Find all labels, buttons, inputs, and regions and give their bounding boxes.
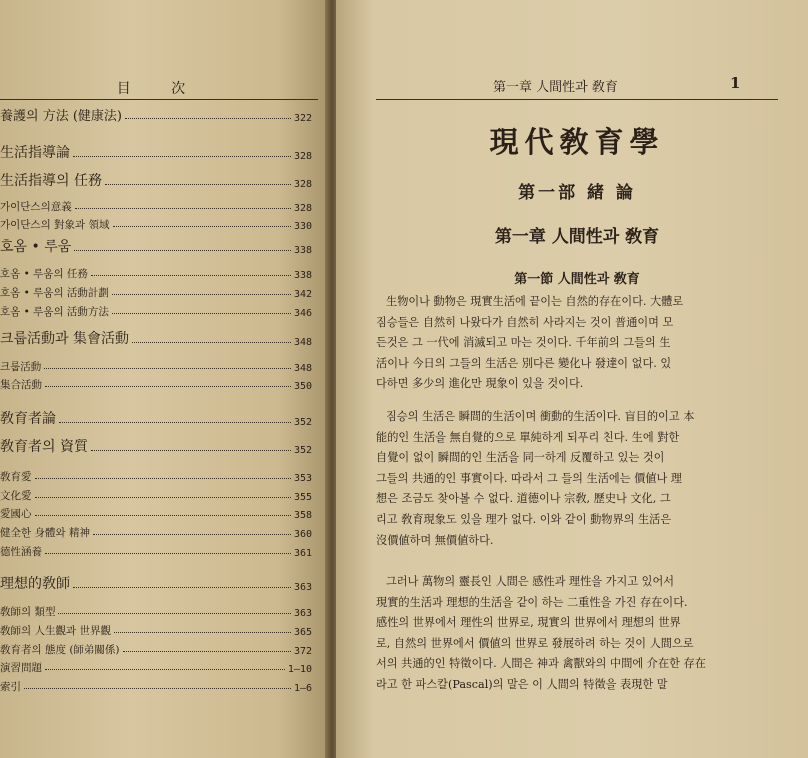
toc-entry-title: 敎師의 類型 [0, 606, 56, 618]
toc-entry-page: 338 [293, 245, 312, 256]
toc-leader-dots [112, 294, 291, 295]
toc-leader-dots [35, 497, 291, 498]
toc-entry-page: 372 [293, 646, 312, 657]
toc-entry [0, 142, 312, 162]
toc-entry [0, 464, 312, 484]
toc-entry [0, 674, 312, 694]
text-line: 다하면 多少의 進化만 現象이 있을 것이다. [376, 377, 584, 391]
toc-entry [0, 655, 312, 675]
toc-entry-title: 愛國心 [0, 508, 32, 520]
toc-entry [0, 299, 312, 319]
toc-entry-page: 360 [293, 529, 312, 540]
toc-leader-dots [58, 613, 290, 614]
text-line: 그러나 萬物의 靈長인 人間은 感性과 理性을 가지고 있어서 [386, 575, 675, 588]
toc-leader-dots [91, 450, 291, 451]
toc-leader-dots [125, 118, 291, 119]
toc-entry-title: 호옴 • 루움의 任務 [0, 268, 88, 280]
text-line: 感性의 世界에서 理性의 世界로, 現實의 世界에서 理想의 世界 [376, 616, 681, 630]
toc-entry-page: 338 [293, 270, 312, 281]
toc-entry [0, 637, 312, 657]
toc-entry [0, 328, 312, 348]
text-line: 自覺이 없이 瞬間的인 生活을 同一하게 反覆하고 있는 것이 [376, 451, 665, 465]
paragraph [376, 407, 780, 551]
left-running-head: 目 次 [116, 81, 204, 97]
toc-entry-page: 353 [293, 473, 312, 484]
text-line: 沒價値하며 無價値하다. [376, 533, 494, 547]
toc-entry-title: 演習問題 [0, 662, 42, 674]
toc-entry [0, 436, 312, 456]
toc-entry-page: 348 [293, 337, 312, 348]
toc-leader-dots [114, 632, 291, 633]
text-line: 그들의 共通的인 事實이다. 따라서 그 들의 生活에는 價値나 理 [376, 471, 682, 485]
toc-entry [0, 539, 312, 559]
toc-leader-dots [74, 250, 291, 251]
toc-entry-title: 敎育者의 態度 (師弟關係) [0, 644, 120, 656]
toc-entry-title: 索引 [0, 681, 21, 693]
paragraph [376, 292, 780, 395]
toc-entry-page: 330 [293, 221, 312, 232]
toc-entry-page: 352 [293, 417, 312, 428]
text-line: 現實的生活과 理想的生活을 같이 하는 二重性을 가진 存在이다. [376, 595, 688, 609]
toc-entry-title: 가이단스의意義 [0, 201, 72, 213]
toc-entry-page: 363 [293, 608, 312, 619]
toc-leader-dots [45, 386, 291, 387]
toc-entry-title: 敎育者의 資質 [0, 439, 88, 455]
toc-leader-dots [59, 422, 291, 423]
toc-entry [0, 261, 312, 281]
toc-entry [0, 236, 312, 256]
toc-entry-page: 346 [293, 308, 312, 319]
toc-entry-title: 호옴 • 루움의 活動計劃 [0, 287, 109, 299]
text-line: 生物이나 動物은 現實生活에 끝이는 自然的存在이다. 大體로 [386, 295, 684, 308]
toc-entry-title: 德性涵養 [0, 546, 42, 558]
toc-leader-dots [44, 368, 291, 369]
toc-entry-page: 328 [293, 179, 312, 190]
toc-entry-title: 文化愛 [0, 490, 32, 502]
toc-entry [0, 618, 312, 638]
toc-leader-dots [73, 156, 291, 157]
text-line: 든것은 그 一代에 消滅되고 마는 것이다. 千年前의 그들의 生 [376, 336, 671, 350]
text-line: 서의 共通的인 特徵이다. 人間은 神과 禽獸와의 中間에 介在한 存在 [376, 657, 706, 671]
toc-leader-dots [73, 587, 291, 588]
toc-entry-title: 敎師의 人生觀과 世界觀 [0, 625, 111, 637]
chapter-title: 第一章 人間性과 敎育 [494, 227, 660, 247]
toc-entry-page: 361 [293, 548, 312, 559]
toc-entry-title: 集合活動 [0, 379, 42, 391]
toc-entry [0, 483, 312, 503]
right-header-rule [376, 99, 778, 100]
toc-entry [0, 212, 312, 232]
toc-entry-page: 355 [293, 492, 312, 503]
paragraph [376, 572, 780, 696]
toc-entry-title: 養護의 方法 (健康法) [0, 109, 122, 124]
text-line: 想은 조금도 찾아볼 수 없다. 道德이나 宗敎, 歷史나 文化, 그 [376, 492, 671, 506]
toc-entry-page: 342 [293, 289, 312, 300]
toc-entry [0, 599, 312, 619]
toc-leader-dots [93, 534, 291, 535]
toc-entry-page: 328 [293, 151, 312, 162]
toc-entry [0, 501, 312, 521]
toc-leader-dots [75, 208, 291, 209]
toc-entry-title: 理想的敎師 [0, 576, 70, 592]
toc-leader-dots [35, 478, 291, 479]
toc-entry-page: 358 [293, 510, 312, 521]
toc-leader-dots [91, 275, 291, 276]
toc-entry-title: 크룹活動 [0, 361, 42, 373]
toc-entry-title: 敎育愛 [0, 471, 32, 483]
toc-entry-title: 호옴 • 루움 [0, 239, 72, 255]
toc-entry-title: 호옴 • 루움의 活動方法 [0, 306, 109, 318]
toc-entry-title: 健全한 身體와 精神 [0, 527, 90, 539]
toc-entry-page: 350 [293, 381, 312, 392]
toc-entry-title: 가이단스의 對象과 領域 [0, 219, 110, 231]
toc-entry [0, 104, 312, 124]
part-title: 第一部 緒 論 [518, 183, 636, 203]
toc-leader-dots [24, 688, 291, 689]
toc-entry-title: 敎育者論 [0, 411, 56, 427]
toc-entry [0, 408, 312, 428]
text-line: 能的인 生活을 無自覺的으로 單純하게 되푸리 친다. 生에 對한 [376, 430, 680, 444]
toc-entry-page: 352 [293, 445, 312, 456]
toc-leader-dots [45, 669, 285, 670]
toc-entry-page: 328 [293, 203, 312, 214]
toc-leader-dots [35, 515, 291, 516]
left-header-rule [0, 99, 318, 100]
toc-entry-page: 322 [293, 113, 312, 124]
section-title: 第一節 人間性과 敎育 [514, 272, 640, 287]
toc-entry-page: 1—10 [287, 664, 312, 675]
left-page-table-of-contents [0, 0, 328, 758]
toc-entry [0, 520, 312, 540]
text-line: 活이나 今日의 그들의 生活은 別다른 變化나 發達이 없다. 있 [376, 356, 672, 370]
toc-leader-dots [112, 313, 291, 314]
toc-entry-page: 348 [293, 363, 312, 374]
book-title: 現代敎育學 [489, 125, 665, 159]
toc-leader-dots [113, 226, 291, 227]
text-line: 짐승의 生活은 瞬間的生活이며 衝動的生活이다. 盲目的이고 本 [386, 410, 695, 423]
right-running-head: 第一章 人間性과 敎育 [493, 80, 618, 95]
toc-entry [0, 573, 312, 593]
toc-entry-page: 365 [293, 627, 312, 638]
toc-entry [0, 170, 312, 190]
text-line: 로, 自然의 世界에서 價値의 世界로 發展하려 하는 것이 人間으로 [376, 636, 694, 650]
toc-entry-title: 크룹活動과 集會活動 [0, 331, 130, 347]
toc-entry [0, 354, 312, 374]
toc-entry [0, 280, 312, 300]
toc-entry-title: 生活指導論 [0, 145, 70, 161]
text-line: 리고 敎育現象도 있을 理가 없다. 이와 같이 動物界의 生活은 [376, 512, 672, 526]
toc-leader-dots [45, 553, 291, 554]
toc-leader-dots [105, 184, 291, 185]
text-line: 짐승들은 自然히 나왔다가 自然히 사라지는 것이 普通이며 모 [376, 315, 674, 329]
toc-entry-page: 1—6 [293, 683, 312, 694]
toc-entry [0, 194, 312, 214]
toc-entry-page: 363 [293, 582, 312, 593]
toc-leader-dots [132, 342, 291, 343]
toc-entry [0, 372, 312, 392]
text-line: 라고 한 파스칼(Pascal)의 말은 이 人間의 特徵을 表現한 말 [376, 677, 668, 691]
toc-entry-title: 生活指導의 任務 [0, 173, 102, 189]
page-number: 1 [730, 74, 741, 92]
right-page-body [336, 0, 808, 758]
toc-leader-dots [123, 651, 291, 652]
